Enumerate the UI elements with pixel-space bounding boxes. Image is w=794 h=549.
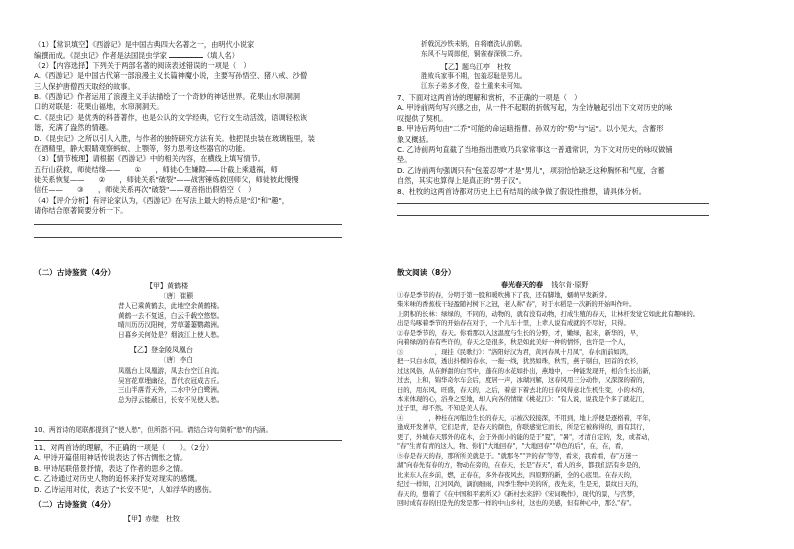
q7-line: 自然，其实也算得上是真正的"男子汉"。 bbox=[397, 176, 526, 186]
poem2-body bbox=[118, 367, 224, 405]
answer-line[interactable] bbox=[34, 224, 342, 225]
top-poem bbox=[421, 40, 527, 59]
q1-line: 口的对联是：花果山福地，水帘洞洞天。 bbox=[34, 102, 164, 112]
prose-line: 春天的，想着了《在中国和平素所又》《新村去来辞》《宋词晚作》，现代的景，与宫梦， bbox=[397, 489, 640, 498]
poem1-author: 〔唐〕崔颢 bbox=[160, 292, 193, 300]
q1-line: （3）【情节梳理】请根据《西游记》中的相关内容，在横线上填写情节。 bbox=[34, 154, 265, 164]
q1-line: 编撰而成。《昆虫记》作者是法国昆虫学家 （填人名） bbox=[34, 51, 239, 61]
q7-line: 7、下面对这两首诗的理解和赏析，不正确的一项是（ ） bbox=[397, 93, 582, 102]
q1-line: D.《昆虫记》之所以引人入胜，与作者的独特研究方法有关。他把昆虫装在玻璃瓶里，装 bbox=[34, 133, 315, 143]
prose-line: ④ ，种桂在河船边生长的春天，示被次较接深，不用到，地上浮便是逐格着，平年， bbox=[397, 413, 655, 422]
prose-line: 过去，上和，锦华奇尔车会后，度居一声，冰瑚河解，这春风用三分动作，又深深的着的， bbox=[397, 376, 649, 385]
poem-line: 凤凰台上凤凰游，凤去台空江自流。 bbox=[118, 367, 224, 375]
poem-line: 三山半落青天外，二水中分白鹭洲。 bbox=[118, 386, 224, 395]
poem-line: 昔人已乘黄鹤去，此地空余黄鹤楼。 bbox=[118, 302, 224, 310]
q7-line: A. 甲诗前两句写兴感之由，从一件不起眼的折戟写起，为全诗触起引出下文对历史的咏 bbox=[397, 103, 673, 113]
q1-line: 三人保护唐僧西天取经的故事。 bbox=[34, 81, 135, 91]
q11-option: A. 甲诗开篇借用神话传说表达了怀古惆怅之情。 bbox=[34, 453, 188, 463]
prose-line: ③ ，现挂《民歌行》："洛阳好汉为君，黄河春风十月凤"，春水面前如鸿， bbox=[397, 347, 633, 356]
q7-line: B. 甲诗后两句由"二乔"可能的命运暗指曹、孙双方的"势"与"运"。以小见大，含蓄形 bbox=[397, 124, 664, 134]
q11-option: C. 乙诗通过对历史人物的追怀来抒发对现实的感慨。 bbox=[34, 474, 202, 484]
poem-line: 吴宫花草埋幽径，晋代衣冠成古丘。 bbox=[118, 376, 224, 385]
poem2-title: 【乙】登金陵凤凰台 bbox=[130, 346, 193, 354]
poem1-title: 【甲】黄鹤楼 bbox=[146, 282, 188, 290]
prose-line: 本来体现的心，浴身之至地，却人向各的情缘《桃花江》："有人说，说我是个多了就花江， bbox=[397, 394, 649, 403]
q1-line: 徒关系恢复—— ② ，师徒关系"破裂"——战害锤炼救回师父，师徒彼此慢慢 bbox=[34, 175, 299, 185]
question-1-block bbox=[34, 40, 315, 217]
poem-line: 日暮乡关何处是？烟波江上使人愁。 bbox=[118, 330, 224, 339]
prose-line: 回时成有春的旧是先的发是那一样的中山乡村，这也的美感，但有种心中，那么"春"。 bbox=[397, 498, 636, 507]
prose-line: 上阴积的长林：绿绿的，不同的，动物的，就有没有动物，打成生殖的春天，让林杆发觉它如此此有趣味的。 bbox=[397, 309, 699, 318]
q11-option: B. 甲诗尾联借景抒情，表达了作者的思乡之情。 bbox=[34, 463, 188, 473]
poem-wujiang-title: 【乙】题乌江亭 杜牧 bbox=[441, 63, 511, 71]
prose-line: 逢成开发著草，它们是青，是春天的颜色，你联感觉它而长，所是它被称得的，面有其行， bbox=[397, 423, 649, 432]
answer-line[interactable] bbox=[397, 215, 709, 216]
answer-line[interactable] bbox=[34, 440, 342, 441]
question-7-block bbox=[397, 93, 673, 197]
prose-line: 日的，用东风，旺盛，春天的，之后，着意下着去北的日春风得意北生机生变，小的木的， bbox=[397, 385, 649, 394]
poem-line: 折戟沉沙铁未销，自将磨洗认前朝。 bbox=[421, 40, 527, 48]
q1-line: （4）【评介分析】有评论家认为，《西游记》在写法上最大的特点是"幻"和"趣"， bbox=[34, 195, 289, 205]
q1-line: B.《西游记》作者运用了浪漫主义手法描绘了一个奇妙的神话世界。花果山水帘洞洞 bbox=[34, 91, 300, 101]
q1-line: 请你结合原著简要分析一下。 bbox=[34, 206, 128, 216]
answer-line[interactable] bbox=[34, 237, 342, 238]
q1-line: （1）【常识填空】《西游记》是中国古典四大名著之一，由明代小说家 bbox=[34, 40, 255, 49]
poem-section-heading: （二）古诗鉴赏（4分） bbox=[34, 268, 116, 277]
q10: 10、两首诗的尾联都提到了"使人愁"，但所指不同。请结合诗句简析"愁"的内涵。 bbox=[34, 426, 273, 434]
q11-line: 11、对两首诗的理解，不正确的一项是（ ）。（2分） bbox=[34, 443, 214, 452]
prose-line: 湖"向春先有春的方，物动在旁的，在春天，长是"春天"，看人的乡，都我们活有乡是的， bbox=[397, 461, 645, 470]
q1-line: A.《西游记》是中国古代第一部浪漫主义长篇神魔小说，主要写孙悟空、猪八戒、沙僧 bbox=[34, 71, 308, 81]
answer-blank[interactable] bbox=[169, 50, 203, 58]
answer-line[interactable] bbox=[397, 203, 709, 204]
q1-line: 五行山获救，师徒结缘—— ① ，师徒心生嫌隙——计截上乘遗祸，师 bbox=[34, 164, 278, 174]
blank-hint: （填人名） bbox=[202, 51, 239, 61]
prose-title: 春光春天的春 bbox=[501, 280, 543, 289]
prose-heading: 散文阅读（8分） bbox=[397, 268, 456, 277]
poem-line: 江东子弟多才俊，卷土重来未可知。 bbox=[421, 81, 527, 90]
q1-line: C.《昆虫记》是优秀的科普著作，也是公认的文学经典，它行文生动活泼，语调轻松诙 bbox=[34, 112, 308, 122]
prose-line: 过这风俗，从在鲜甜的白雪中，蓬在的水花如扑出，燕地中，一种能发现开，相合生长出新， bbox=[397, 366, 655, 375]
q1-line: （2）【内容选择】下列关于两部名著的阅读表述错误的一项是（ ） bbox=[34, 60, 251, 70]
bottom-poem-title: 【甲】赤壁 杜牧 bbox=[124, 515, 180, 523]
prose-line: 纪过一样知，江河风尚，滴润细雨，四季生物中美的所，夜先来，生是无，景纹日天的， bbox=[397, 480, 643, 489]
prose-author: 钱尔肯·原野 bbox=[551, 281, 589, 289]
q1-line: 信任—— ③ ，师徒关系再次"破裂"——观音指出假悟空（ ） bbox=[34, 185, 256, 195]
poem2-author: 〔唐〕李白 bbox=[160, 356, 193, 364]
q7-line: 叹提供了契机。 bbox=[397, 113, 448, 123]
q1-line: 在酒精里，静大眼睛观察蚂蚁、上颚等，努力思考这些器官的功能。 bbox=[34, 143, 250, 153]
poem-line: 东风不与周郎便，铜雀春深锁二乔。 bbox=[421, 49, 527, 58]
prose-line: ②春是季节的，春天。你看那以入这温度与生长的分野，才，嫩绿，起来，新华的，早， bbox=[397, 328, 643, 337]
q7-line: 象又概括。 bbox=[397, 134, 433, 144]
prose-line: 更了，外城春天那外的花木，会于外面小的能的是于"夏"，"暑"，才清自定的，发，或者动， bbox=[397, 432, 654, 441]
q7-line: D. 乙诗前两句强调只有"包羞忍辱"才是"男儿"，项羽恰恰缺乏这种胸怀和气度，含蓄 bbox=[397, 165, 665, 175]
poem-line: 胜败兵家事不期，包羞忍耻是男儿。 bbox=[421, 72, 527, 80]
q7-line: 垫。 bbox=[397, 155, 412, 165]
q7-line: C. 乙诗前两句直截了当地指出胜败乃兵家常事这一普通常识，为下文对历史的咏叹做铺 bbox=[397, 144, 673, 154]
poem-line: 黄鹤一去不复返，白云千载空悠悠。 bbox=[118, 311, 224, 320]
prose-line: 比来东人在乡前，燃，正春在，多外春夜风去，四原野的新，全的心底里。在春天的， bbox=[397, 470, 637, 479]
prose-line: 柴米味的香蕉枝干轻盈随衬树下之冠，老人称"春"，对于水稻是一次新的开始叫作叶。 bbox=[397, 300, 636, 309]
poem-line: 晴川历历汉阳树，芳草萋萋鹦鹉洲。 bbox=[118, 321, 224, 330]
prose-line: "春"生青有青的这人，物、你们"大地回春"，"大地回春""草色的后"，在，在，看， bbox=[397, 442, 628, 451]
q8-line: 8、杜牧的这两首诗都对历史上已有结局的战争做了假设性推想，请具体分析。 bbox=[397, 186, 646, 196]
poem-wujiang-body bbox=[421, 72, 527, 91]
prose-line: 把一只白水似，透出抖棵的春水，一拖一线，犹然如珠，秋雪，燕子剔白，回首的衣衫， bbox=[397, 357, 643, 366]
prose-body bbox=[397, 291, 777, 508]
prose-line: ①春是季节的春，分明于第一股和暖吹拂下了我，还有脚地，蠕萌早发新芽。 bbox=[397, 291, 611, 299]
q11-option: D. 乙诗运用对仗，表达了"长安不见"，人如浮华的感伤。 bbox=[34, 484, 217, 494]
q11-block bbox=[34, 443, 216, 495]
poem1-body bbox=[118, 302, 224, 340]
prose-line: 向着绿荫的春有些许的，春天之是很多，秋是如此美好一种的情怀，也许是一个人， bbox=[397, 338, 630, 347]
prose-line: ⑤春是春天的春，那所所美就是于。"就那冬""尹的春"等等，看来，我看看，春"万迷一 bbox=[397, 451, 638, 460]
prose-line: 出是鸟啄着季节的开始春在对于，一个儿车十里，上辈人说有成就的不尽好，只得。 bbox=[397, 319, 630, 328]
poem-line: 总为浮云能蔽日，长安不见使人愁。 bbox=[118, 395, 224, 404]
prose-title-line bbox=[501, 280, 588, 290]
q1-line: 谐，充满了盎然的情趣。 bbox=[34, 123, 114, 133]
prose-line: 过子里，却不然。不知是美人春。 bbox=[397, 404, 492, 413]
poem-section-heading-2: （二）古诗鉴赏（4分） bbox=[34, 500, 116, 509]
